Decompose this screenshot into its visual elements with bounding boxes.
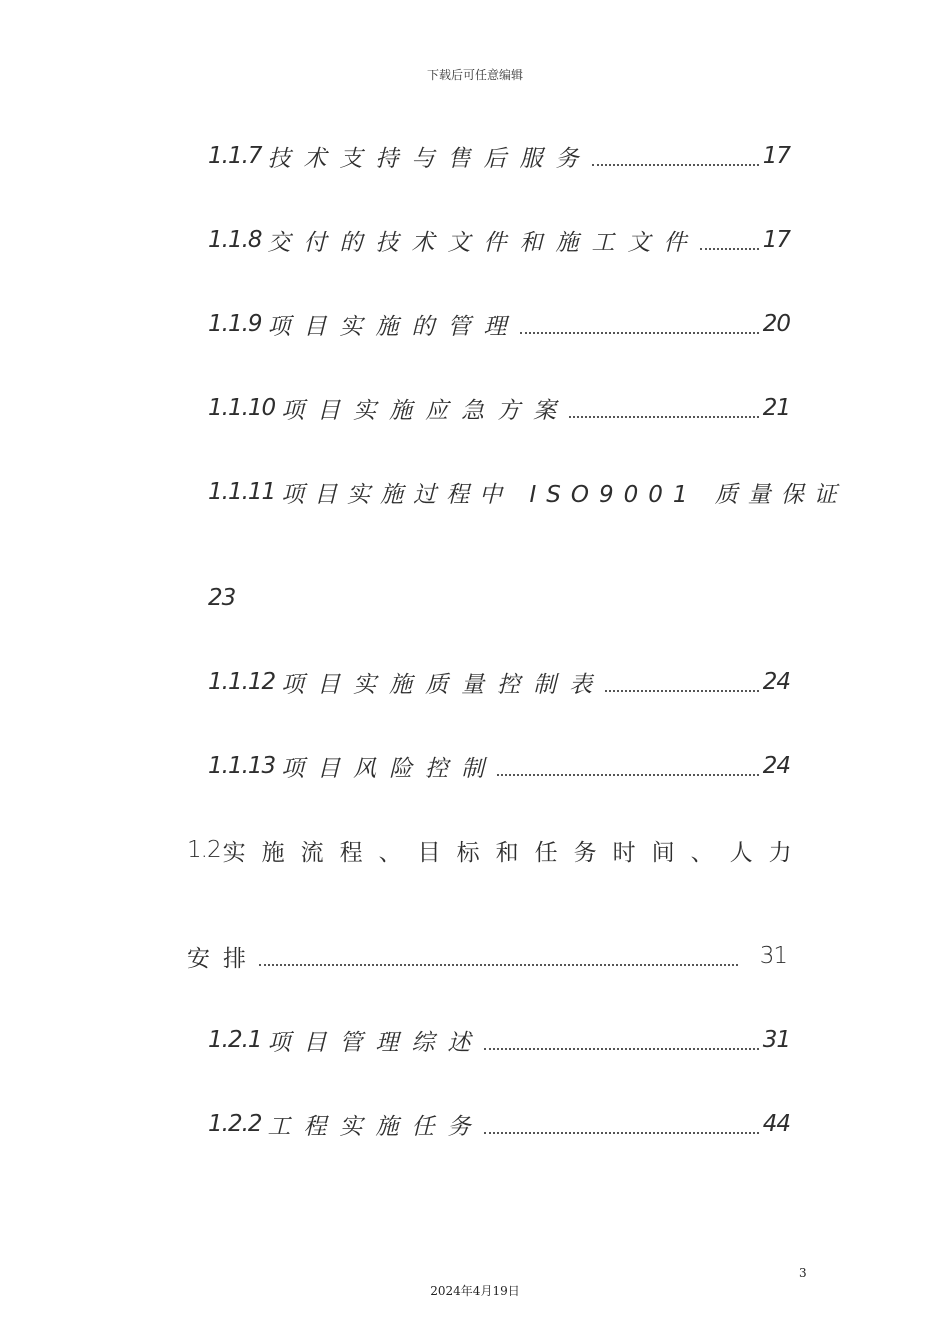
toc-entry[interactable] [208,662,790,702]
toc-entry-page: 44 [762,1111,790,1137]
toc-entry-page: 20 [762,311,790,337]
toc-entry-page: 31 [762,1027,790,1053]
toc-entry-page: 24 [762,669,790,695]
toc-entry-number: 1.1.7 [208,143,262,169]
toc-leader-dots [569,416,759,418]
toc-entry-title: 项目实施质量控制表 [281,671,606,698]
toc-entry[interactable] [187,830,808,870]
toc-entry-continuation[interactable] [187,936,787,976]
toc-leader-dots [605,690,759,692]
toc-entry-title-continued: 安排 [187,945,259,972]
toc-entry-page: 17 [762,143,790,169]
toc-entry[interactable] [208,136,790,176]
toc-leader-dots [497,774,759,776]
toc-entry-title: 项目风险控制 [281,755,498,782]
toc-entry-page: 24 [762,753,790,779]
toc-entry-title: 项目管理综述 [267,1029,484,1056]
toc-entry-number: 1.1.12 [208,669,276,695]
toc-entry-title: 项目实施应急方案 [281,397,570,424]
toc-entry-title: 工程实施任务 [267,1113,484,1140]
toc-entry[interactable] [208,220,790,260]
toc-entry-title: 项目实施的管理 [267,313,520,340]
toc-entry-number: 1.1.11 [208,479,276,505]
toc-leader-dots [700,248,759,250]
toc-entry-title: 实施流程、目标和任务时间、人力 [222,839,808,866]
toc-entry-title: 交付的技术文件和施工文件 [267,229,700,256]
toc-entry-title: 项目实施过程中 ISO9001 质量保证 [281,481,847,508]
toc-entry-number: 1.2 [187,837,221,863]
toc-entry-number: 1.1.8 [208,227,262,253]
toc-entry-number: 1.2.1 [208,1027,262,1053]
toc-leader-dots [520,332,759,334]
toc-entry-page: 17 [762,227,790,253]
footer-date: 2024年4月19日 [430,1284,520,1298]
toc-entry-page: 21 [762,395,790,421]
toc-leader-dots [484,1132,759,1134]
toc-entry[interactable] [208,1020,790,1060]
toc-leader-dots [259,964,738,966]
toc-entry-continuation[interactable] [208,578,790,618]
toc-entry-number: 1.1.13 [208,753,276,779]
toc-entry[interactable] [208,472,847,512]
toc-entry-number: 1.2.2 [208,1111,262,1137]
toc-leader-dots [592,164,759,166]
toc-entry[interactable] [208,304,790,344]
toc-entry-number: 1.1.9 [208,311,262,337]
toc-entry-number: 1.1.10 [208,395,276,421]
page-header: 下载后可任意编辑 [426,68,523,82]
toc-entry[interactable] [208,388,790,428]
toc-entry-title: 技术支持与售后服务 [267,145,592,172]
toc-entry-page: 23 [208,585,236,611]
page-number: 3 [799,1266,807,1280]
toc-entry[interactable] [208,746,790,786]
toc-leader-dots [484,1048,759,1050]
toc-entry-page: 31 [759,943,787,969]
toc-entry[interactable] [208,1104,790,1144]
